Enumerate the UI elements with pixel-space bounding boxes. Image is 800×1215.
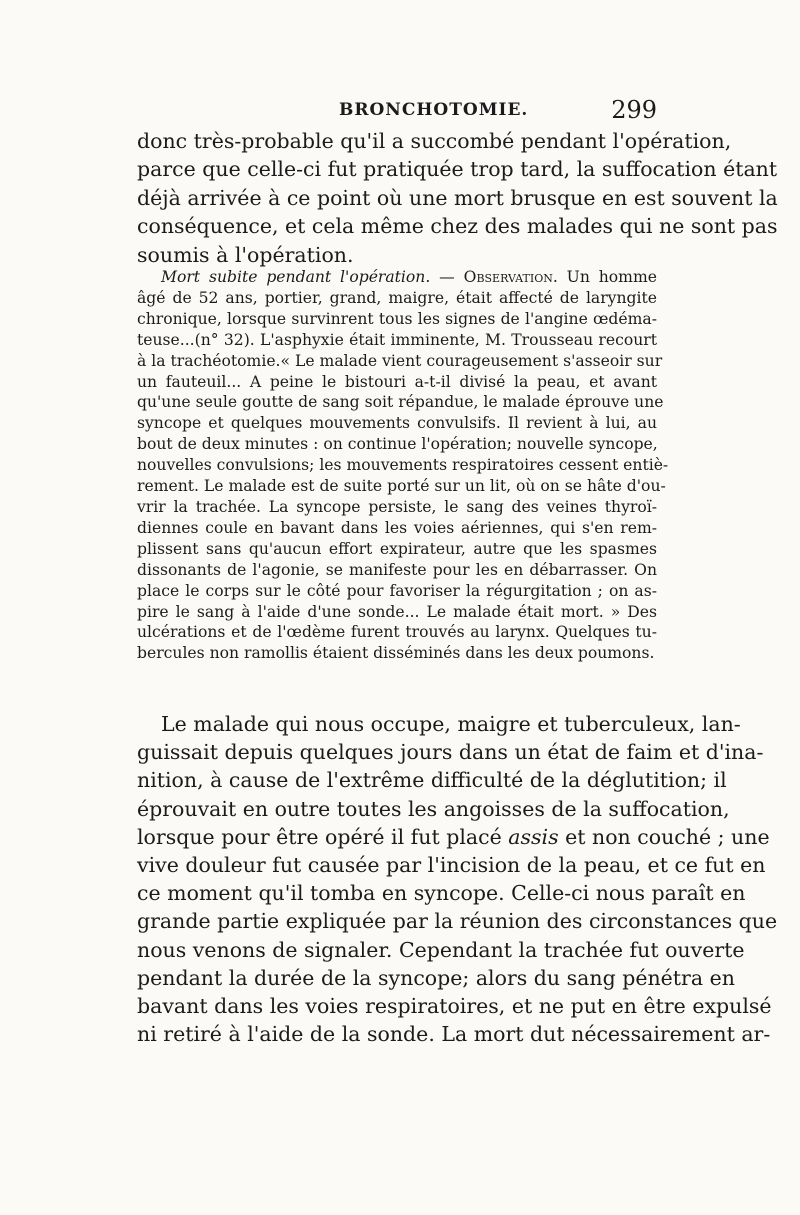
text-line: déjà arrivée à ce point où une mort brusque en est souvent la [137, 185, 778, 210]
heading-line-rest: Un homme [557, 268, 657, 286]
text-line: nition, à cause de l'extrême difficulté de la déglutition; il [137, 768, 727, 793]
page-number: 299 [611, 96, 657, 124]
text-line: nous venons de signaler. Cependant la trachée fut ouverte [137, 937, 745, 962]
text-line-with-italic [137, 823, 770, 851]
text-line: dissonants de l'agonie, se manifeste pour les en débarrasser. On [137, 560, 657, 579]
text-line: rement. Le malade est de suite porté sur un lit, où on se hâte d'ou- [137, 477, 666, 496]
italic-word: assis [508, 824, 559, 849]
text-line: un fauteuil... A peine le bistouri a-t-il divisé la peau, et avant [137, 372, 657, 391]
text-line: nouvelles convulsions; les mouvements respiratoires cessent entiè- [137, 456, 669, 475]
text-line: pire le sang à l'aide d'une sonde... Le malade était mort. » Des [137, 602, 657, 621]
text-line: chronique, lorsque survinrent tous les signes de l'angine œdéma- [137, 309, 657, 328]
text-line: syncope et quelques mouvements convulsifs. Il revient à lui, au [137, 414, 657, 433]
text-line: Le malade qui nous occupe, maigre et tuberculeux, lan- [161, 712, 741, 736]
observation-heading-line [137, 267, 657, 288]
text-line: conséquence, et cela même chez des malades qui ne sont pas [137, 214, 778, 239]
text-line: place le corps sur le côté pour favoriser la régurgitation ; on as- [137, 581, 657, 600]
text-line: ni retiré à l'aide de la sonde. La mort dut nécessairement ar- [137, 1022, 771, 1047]
text-line: qu'une seule goutte de sang soit répandue, le malade éprouve une [137, 393, 664, 412]
text-line: vrir la trachée. La syncope persiste, le sang des veines thyroï- [137, 497, 657, 516]
observation-label: Observation. [463, 268, 558, 286]
page-header [137, 96, 657, 124]
paragraph-continuation [137, 127, 778, 269]
text-line: grande partie expliquée par la réunion des circonstances que [137, 909, 778, 934]
text-line: pendant la durée de la syncope; alors du sang pénétra en [137, 965, 735, 990]
text-line: parce que celle-ci fut pratiquée trop tard, la suffocation étant [137, 157, 778, 182]
text-line: bavant dans les voies respiratoires, et ne put en être expulsé [137, 994, 772, 1019]
line-start: lorsque pour être opéré il fut placé [137, 824, 509, 849]
text-line: diennes coule en bavant dans les voies aériennes, qui s'en rem- [137, 518, 657, 537]
running-title: BRONCHOTOMIE. [339, 100, 529, 120]
text-line: bout de deux minutes : on continue l'opération; nouvelle syncope, [137, 435, 658, 454]
observation-paragraph [137, 267, 669, 664]
text-line: éprouvait en outre toutes les angoisses de la suffocation, [137, 796, 730, 821]
observation-title: Mort subite pendant l'opération. [161, 268, 431, 286]
commentary-paragraph [137, 710, 778, 1048]
text-line: vive douleur fut causée par l'incision de la peau, et ce fut en [137, 853, 766, 878]
text-line: soumis à l'opération. [137, 242, 354, 267]
text-line: guissait depuis quelques jours dans un état de faim et d'ina- [137, 740, 764, 765]
text-line: âgé de 52 ans, portier, grand, maigre, était affecté de laryngite [137, 288, 657, 307]
text-line: plissent sans qu'aucun effort expirateur, autre que les spasmes [137, 539, 657, 558]
line-end: et non couché ; une [558, 824, 770, 849]
text-line: ce moment qu'il tomba en syncope. Celle-ci nous paraît en [137, 881, 746, 906]
text-line: teuse...(n° 32). L'asphyxie était imminente, M. Trousseau recourt [137, 330, 657, 349]
text-line: bercules non ramollis étaient disséminés dans les deux poumons. [137, 644, 655, 663]
text-line: ulcérations et de l'œdème furent trouvés au larynx. Quelques tu- [137, 623, 657, 642]
text-line: à la trachéotomie.« Le malade vient courageusement s'asseoir sur [137, 351, 663, 370]
title-separator: — [430, 268, 464, 286]
text-line: donc très-probable qu'il a succombé pendant l'opération, [137, 129, 732, 153]
